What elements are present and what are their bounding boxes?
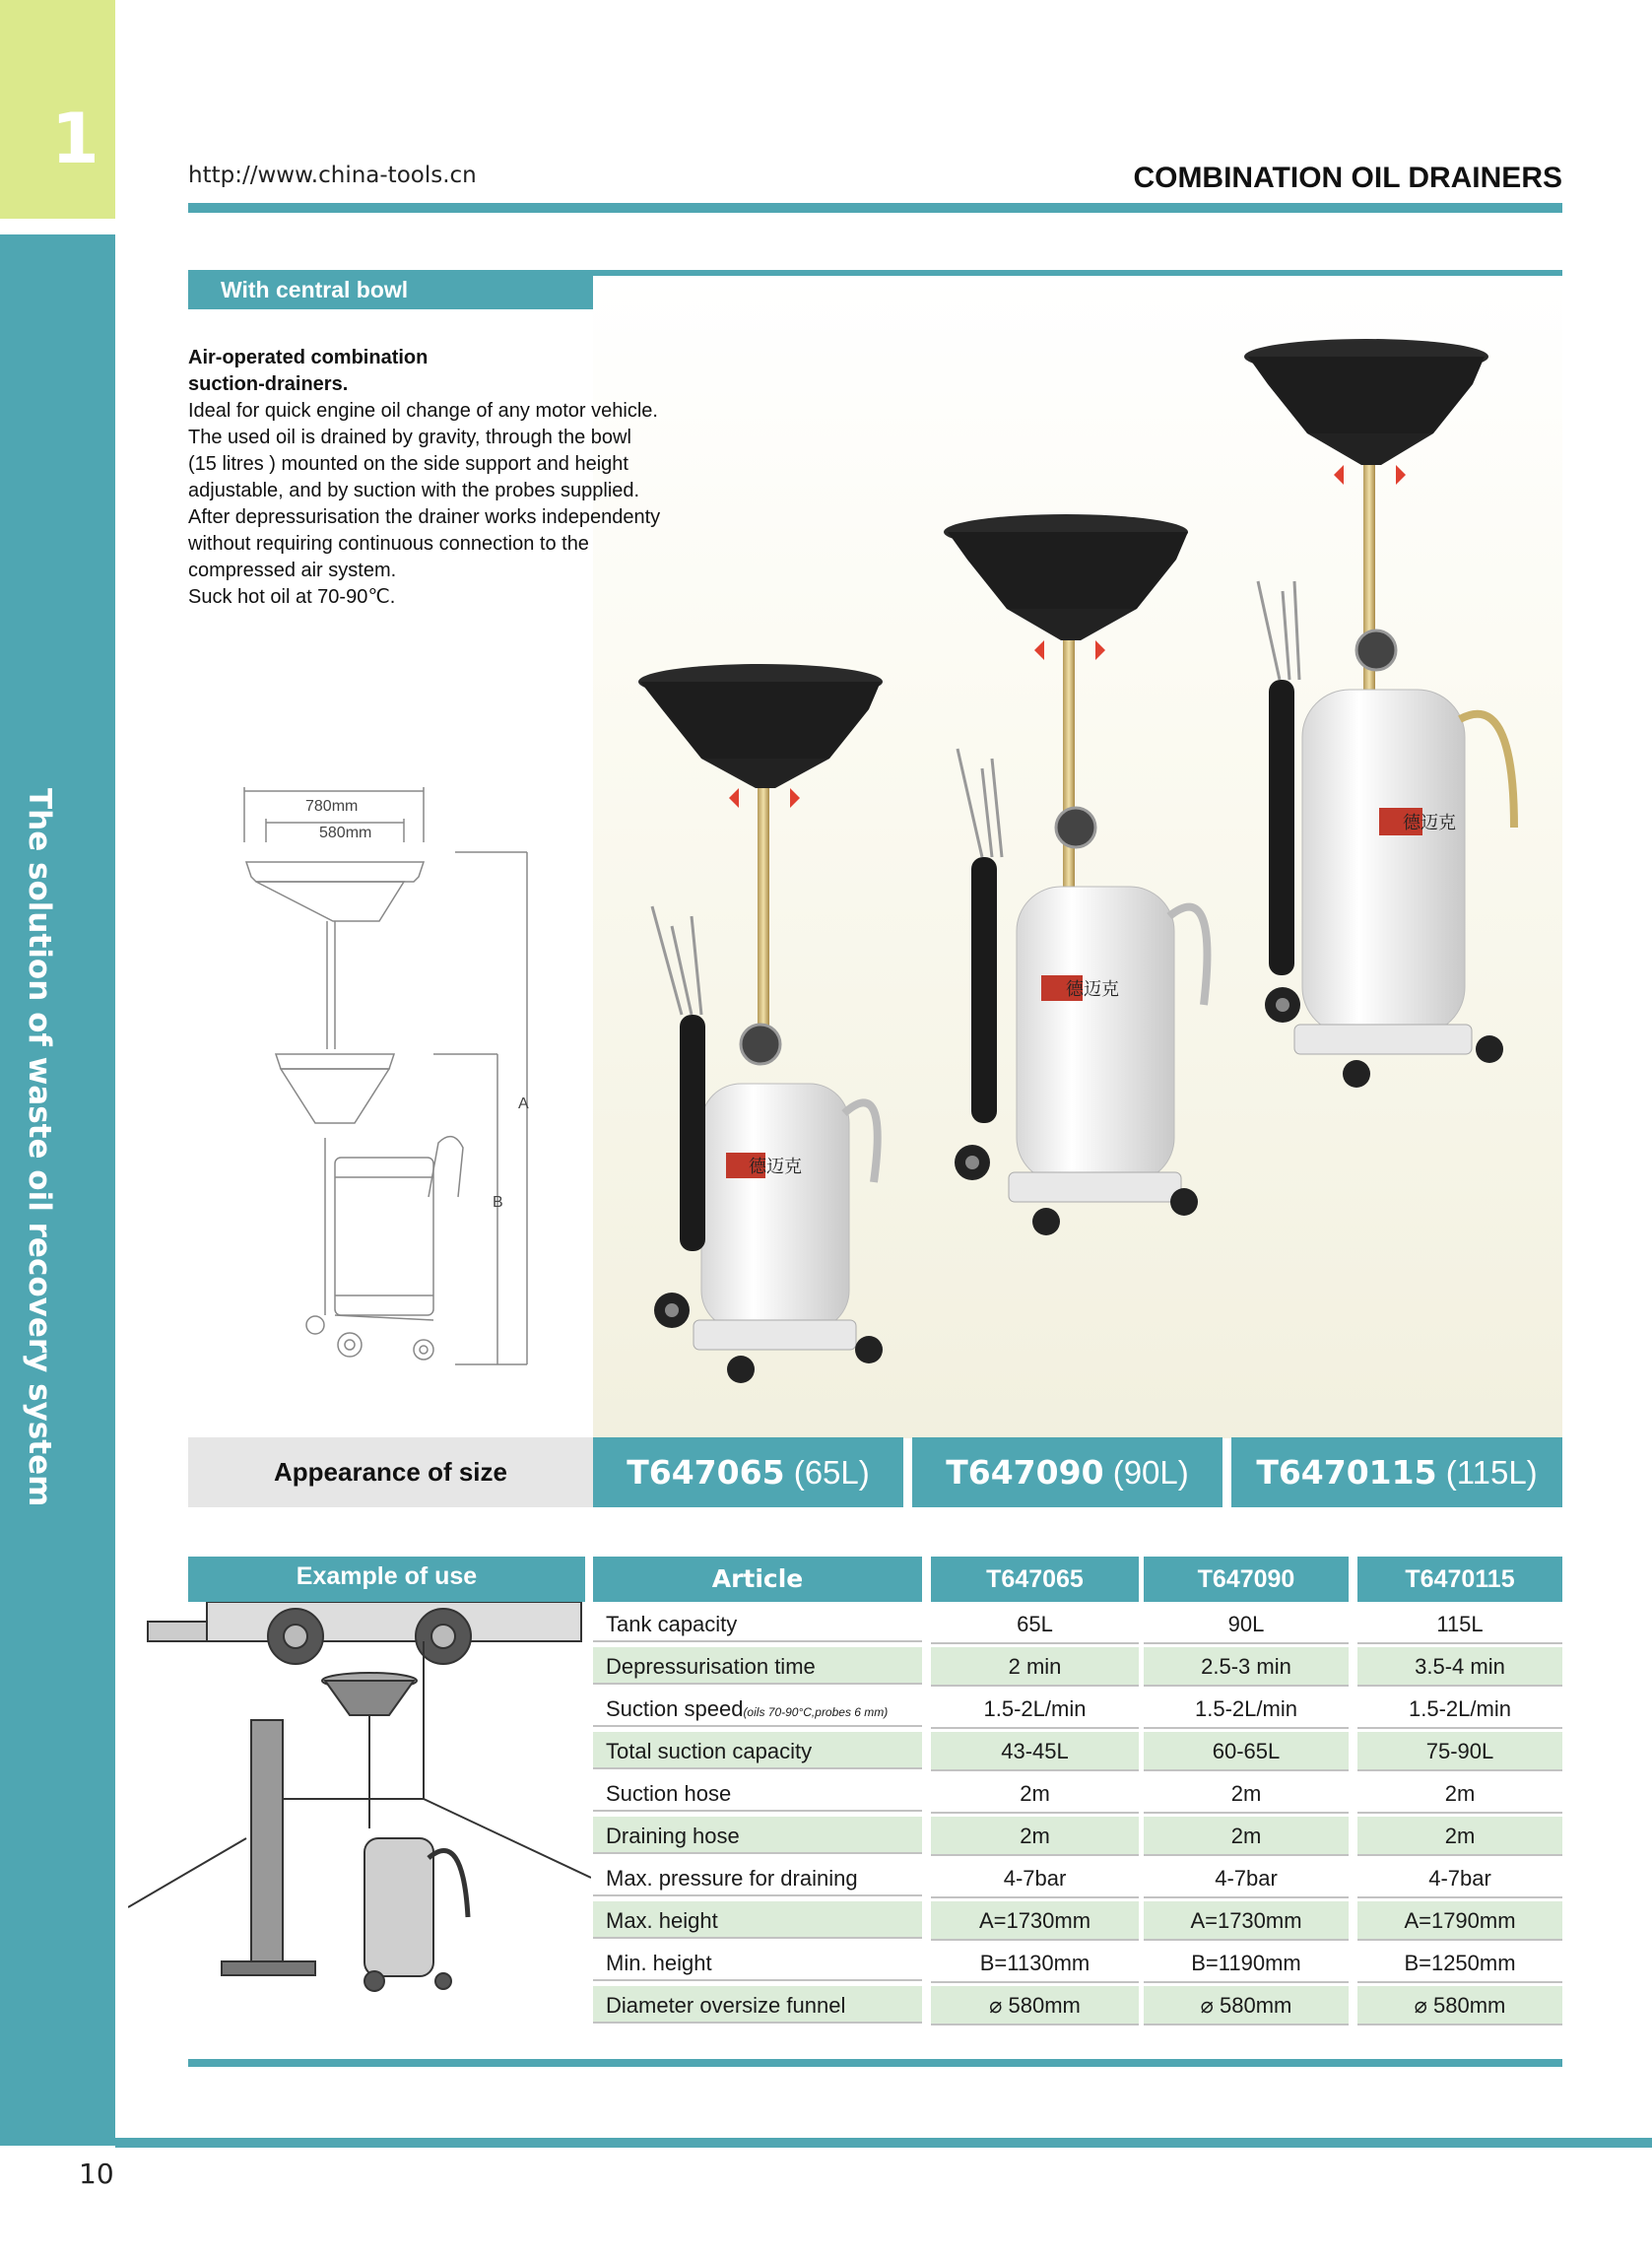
table-row — [0, 1944, 1652, 1983]
model-tab-115l[interactable] — [1231, 1437, 1562, 1507]
brand-label-90l: 德迈克 — [1066, 979, 1119, 999]
page-bottom-band — [115, 2138, 1652, 2148]
table-row — [0, 1901, 1652, 1941]
table-row — [0, 1774, 1652, 1814]
spec-value: 2m — [1144, 1817, 1349, 1856]
dim-a-label: A — [518, 1095, 529, 1112]
model-capacity: (115L) — [1445, 1454, 1538, 1491]
description-line: without requiring continuous connection to the — [188, 533, 589, 555]
spec-value: 65L — [931, 1605, 1139, 1644]
brand-label-115l: 德迈克 — [1403, 813, 1456, 832]
spec-value: ⌀ 580mm — [931, 1986, 1139, 2025]
page-number: 10 — [79, 2157, 114, 2190]
spec-value: B=1190mm — [1144, 1944, 1349, 1983]
spec-value: 2.5-3 min — [1144, 1647, 1349, 1687]
spec-value: ⌀ 580mm — [1144, 1986, 1349, 2025]
chapter-number: 1 — [51, 99, 99, 179]
spec-value: 43-45L — [931, 1732, 1139, 1771]
spec-value: 1.5-2L/min — [1144, 1690, 1349, 1729]
spec-value: A=1730mm — [1144, 1901, 1349, 1941]
spec-value: 2m — [931, 1774, 1139, 1814]
table-header-article: Article — [593, 1557, 922, 1602]
drainer-115l — [1244, 339, 1514, 1088]
spec-label: Suction hose — [593, 1774, 922, 1812]
description-line: The used oil is drained by gravity, through the bowl — [188, 427, 631, 448]
appearance-of-size-label: Appearance of size — [188, 1437, 593, 1507]
spec-label: Draining hose — [593, 1817, 922, 1854]
table-header-t647065: T647065 — [931, 1557, 1139, 1602]
brand-label-65l: 德迈克 — [749, 1157, 802, 1176]
table-row — [0, 1690, 1652, 1729]
section-label: With central bowl — [188, 270, 593, 309]
spec-label: Diameter oversize funnel — [593, 1986, 922, 2024]
table-row — [0, 1605, 1652, 1644]
footer-rule — [188, 2059, 1562, 2067]
description-line: compressed air system. — [188, 560, 397, 581]
description-heading-1: Air-operated combination — [188, 347, 429, 368]
table-header-t647090: T647090 — [1144, 1557, 1349, 1602]
spec-value: 4-7bar — [1144, 1859, 1349, 1898]
model-capacity: (65L) — [793, 1454, 870, 1491]
spec-value: 2m — [931, 1817, 1139, 1856]
spec-value: 115L — [1357, 1605, 1562, 1644]
spec-label: Depressurisation time — [593, 1647, 922, 1685]
spec-label: Max. height — [593, 1901, 922, 1939]
spec-value: B=1250mm — [1357, 1944, 1562, 1983]
spec-value: B=1130mm — [931, 1944, 1139, 1983]
model-tab-65l[interactable] — [593, 1437, 903, 1507]
model-code: T647090 — [946, 1453, 1104, 1492]
spec-value: 2m — [1144, 1774, 1349, 1814]
table-row — [0, 1817, 1652, 1856]
spec-value: 2m — [1357, 1774, 1562, 1814]
product-illustrations — [593, 296, 1562, 1428]
spec-value: 2 min — [931, 1647, 1139, 1687]
description-line: Ideal for quick engine oil change of any motor vehicle. — [188, 400, 658, 422]
spec-label: Min. height — [593, 1944, 922, 1981]
spec-value: 75-90L — [1357, 1732, 1562, 1771]
spec-value: ⌀ 580mm — [1357, 1986, 1562, 2025]
spec-value: A=1730mm — [931, 1901, 1139, 1941]
spec-value: 3.5-4 min — [1357, 1647, 1562, 1687]
spec-value: 1.5-2L/min — [1357, 1690, 1562, 1729]
description-line: After depressurisation the drainer works independenty — [188, 506, 661, 528]
spec-label: Tank capacity — [593, 1605, 922, 1642]
spec-value: A=1790mm — [1357, 1901, 1562, 1941]
drainer-65l — [638, 664, 883, 1383]
spec-label: Max. pressure for draining — [593, 1859, 922, 1896]
spec-value: 1.5-2L/min — [931, 1690, 1139, 1729]
table-row — [0, 1986, 1652, 2025]
spec-value: 90L — [1144, 1605, 1349, 1644]
header-rule — [188, 203, 1562, 213]
spec-label: Total suction capacity — [593, 1732, 922, 1769]
description-line: (15 litres ) mounted on the side support and height — [188, 453, 628, 475]
dim-inner-label: 580mm — [319, 825, 372, 841]
spec-label-note: (oils 70-90°C,probes 6 mm) — [743, 1705, 889, 1719]
model-code: T6470115 — [1256, 1453, 1437, 1492]
spec-value: 4-7bar — [1357, 1859, 1562, 1898]
spec-value: 4-7bar — [931, 1859, 1139, 1898]
table-header-t6470115: T6470115 — [1357, 1557, 1562, 1602]
description-line: adjustable, and by suction with the probes supplied. — [188, 480, 640, 501]
example-of-use-label: Example of use — [188, 1557, 585, 1602]
chapter-tab — [0, 0, 115, 219]
description-line: Suck hot oil at 70-90℃. — [188, 586, 396, 608]
model-tab-90l[interactable] — [912, 1437, 1222, 1507]
side-title: The solution of waste oil recovery system — [22, 788, 57, 1507]
dimension-diagram — [227, 783, 552, 1384]
website-url[interactable]: http://www.china-tools.cn — [188, 163, 477, 188]
spec-label-text: Suction speed — [606, 1696, 744, 1721]
spec-label — [593, 1690, 922, 1727]
dim-b-label: B — [493, 1194, 503, 1211]
table-row — [0, 1647, 1652, 1687]
spec-value: 2m — [1357, 1817, 1562, 1856]
model-capacity: (90L) — [1112, 1454, 1189, 1491]
description-heading-2: suction-drainers. — [188, 373, 349, 395]
dim-outer-label: 780mm — [305, 798, 359, 815]
spec-value: 60-65L — [1144, 1732, 1349, 1771]
model-code: T647065 — [627, 1453, 785, 1492]
table-row — [0, 1732, 1652, 1771]
page-title: COMBINATION OIL DRAINERS — [1133, 162, 1562, 194]
table-row — [0, 1859, 1652, 1898]
drainer-90l — [944, 514, 1207, 1235]
